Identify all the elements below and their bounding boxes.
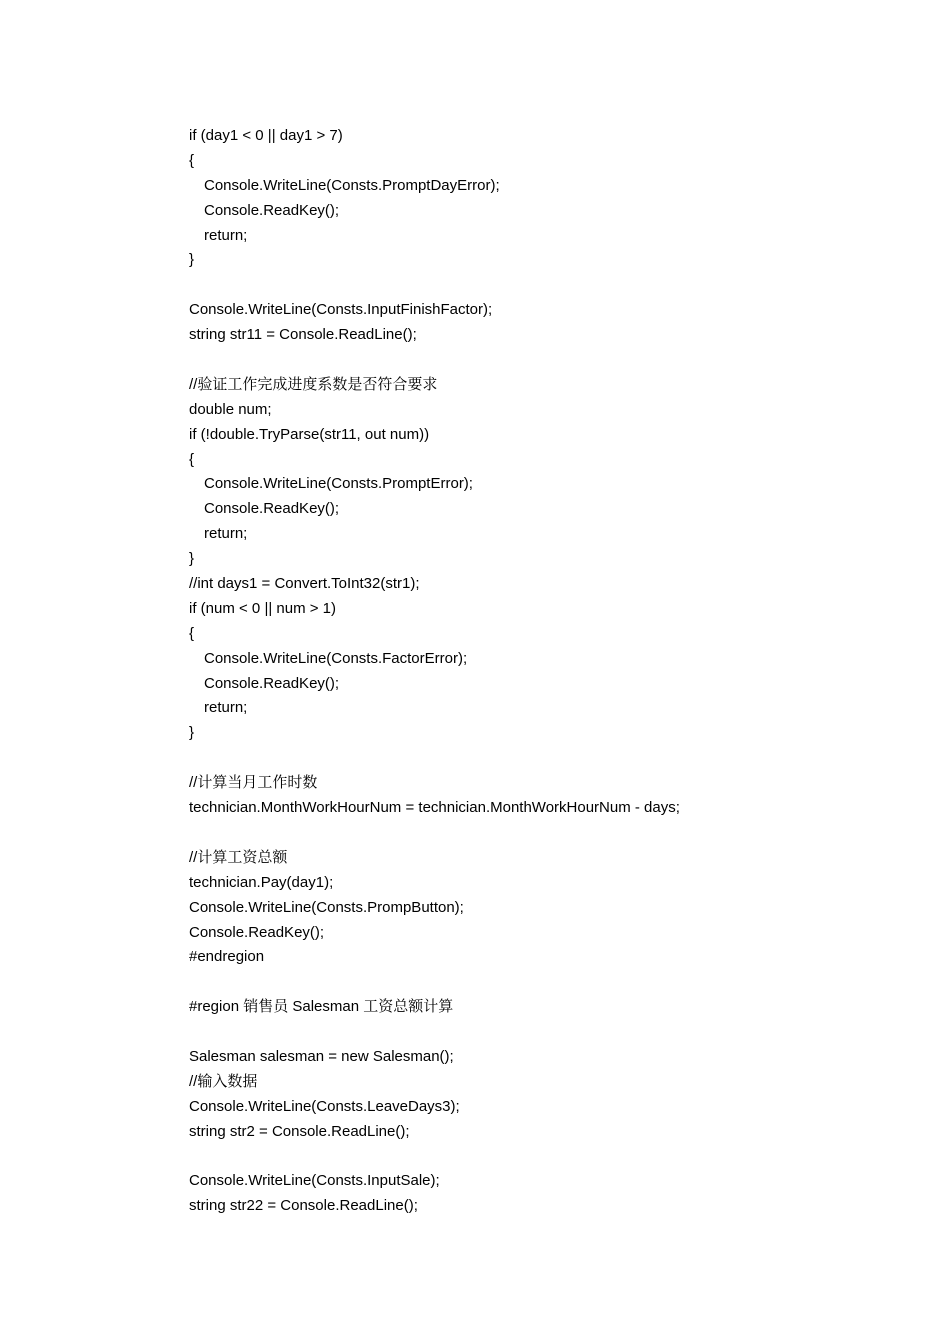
code-line: string str22 = Console.ReadLine(); xyxy=(189,1197,418,1215)
code-line: Console.WriteLine(Consts.FactorError); xyxy=(204,649,468,667)
code-line: Console.WriteLine(Consts.PrompButton); xyxy=(189,898,464,916)
code-line: if (num < 0 || num > 1) xyxy=(189,599,337,617)
code-line: Console.WriteLine(Consts.PromptError); xyxy=(204,475,473,493)
blank-line xyxy=(189,970,889,995)
code-line: //输入数据 xyxy=(189,1072,258,1090)
code-line: return; xyxy=(204,525,248,543)
code-line: double num; xyxy=(189,400,272,418)
code-line: { xyxy=(189,450,195,468)
code-line: Salesman salesman = new Salesman(); xyxy=(189,1047,454,1065)
code-line: Console.WriteLine(Consts.PromptDayError); xyxy=(204,176,500,194)
code-line: } xyxy=(189,550,195,568)
blank-line xyxy=(189,821,889,846)
code-line: Console.WriteLine(Consts.LeaveDays3); xyxy=(189,1097,460,1115)
code-line: Console.WriteLine(Consts.InputFinishFactor); xyxy=(189,301,493,319)
code-listing xyxy=(189,124,889,1219)
code-line: if (day1 < 0 || day1 > 7) xyxy=(189,127,343,144)
code-line: { xyxy=(189,624,195,642)
code-line: //int days1 = Convert.ToInt32(str1); xyxy=(189,575,420,593)
code-line: #endregion xyxy=(189,948,265,966)
blank-line xyxy=(189,746,889,771)
blank-line xyxy=(189,273,889,298)
code-line: } xyxy=(189,251,195,269)
code-line: technician.Pay(day1); xyxy=(189,873,334,891)
code-line: Console.ReadKey(); xyxy=(204,674,340,692)
code-line: string str11 = Console.ReadLine(); xyxy=(189,326,417,344)
code-line: if (!double.TryParse(str11, out num)) xyxy=(189,425,430,443)
code-line: } xyxy=(189,724,195,742)
blank-line xyxy=(189,1020,889,1045)
blank-line xyxy=(189,348,889,373)
code-line: #region 销售员 Salesman 工资总额计算 xyxy=(189,998,454,1016)
code-line: return; xyxy=(204,699,248,717)
code-line: Console.WriteLine(Consts.InputSale); xyxy=(189,1172,440,1190)
code-line: Console.ReadKey(); xyxy=(204,500,340,518)
code-line: //计算当月工作时数 xyxy=(189,774,318,792)
code-line: { xyxy=(189,151,195,169)
code-line: //验证工作完成进度系数是否符合要求 xyxy=(189,375,438,393)
code-line: Console.ReadKey(); xyxy=(189,923,325,941)
code-line: //计算工资总额 xyxy=(189,848,288,866)
blank-line xyxy=(189,1145,889,1170)
code-line: string str2 = Console.ReadLine(); xyxy=(189,1122,410,1140)
code-line: Console.ReadKey(); xyxy=(204,201,340,219)
code-line: technician.MonthWorkHourNum = technician.MonthWorkHourNum - days; xyxy=(189,799,680,817)
code-line: return; xyxy=(204,226,248,244)
